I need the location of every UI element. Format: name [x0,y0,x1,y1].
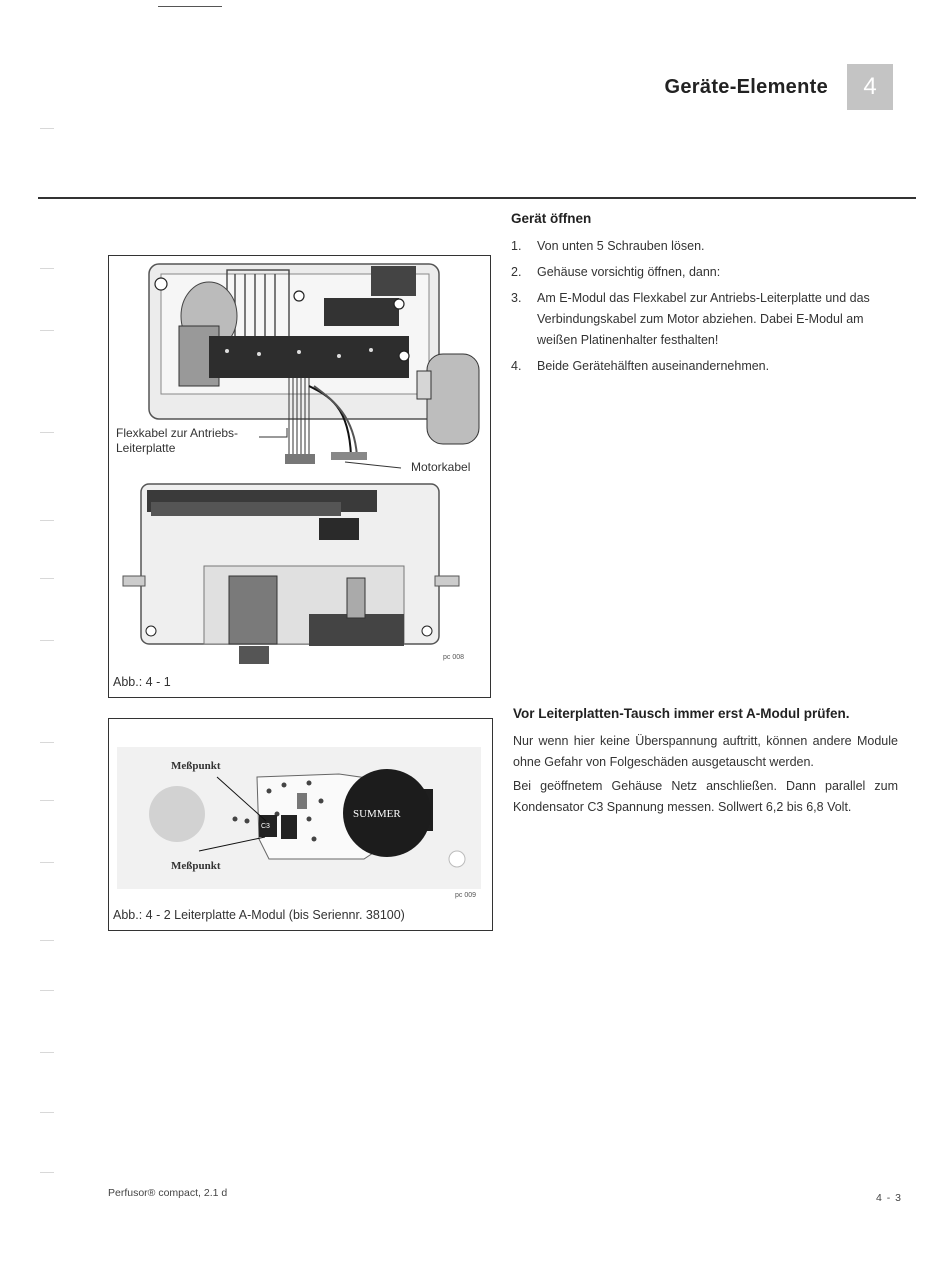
margin-mark [40,268,54,269]
check-module-paragraph: Nur wenn hier keine Überspannung auftritt, können andere Module ohne Gefahr von Folgeschäden ausgetauscht werden. [513,734,898,769]
step-item: 1. Von unten 5 Schrauben lösen. [511,239,705,253]
figure-device-open [108,255,491,698]
section-title: Geräte-Elemente [664,76,828,98]
figure-code: pc 008 [443,654,465,661]
margin-mark [40,742,54,743]
header-rule [38,197,916,199]
figure-caption: Abb.: 4 - 2 Leiterplatte A-Modul (bis Seriennr. 38100) [113,908,405,922]
margin-mark [40,128,54,129]
margin-mark [40,1172,54,1173]
step-item: 4. Beide Gerätehälften auseinandernehmen. [511,359,770,373]
label-summer: SUMMER [353,808,401,820]
figure-code: pc 009 [455,892,477,899]
margin-mark [40,862,54,863]
margin-mark [40,1112,54,1113]
step-item: 2. Gehäuse vorsichtig öffnen, dann: [511,265,721,279]
margin-mark [40,330,54,331]
footer-page-number: 4 - 3 [875,1192,902,1204]
label-messpunkt-top: Meßpunkt [171,760,221,772]
margin-mark [40,520,54,521]
margin-mark [40,432,54,433]
check-module-paragraph: Bei geöffnetem Gehäuse Netz anschließen. Dann parallel zum Kondensator C3 Spannung messen. Sollwert 6,2 bis 6,8 Volt. [513,779,898,814]
margin-mark [40,578,54,579]
chapter-number-badge: 4 [847,64,893,110]
open-device-heading: Gerät öffnen [511,211,592,226]
footer-product: Perfusor® compact, 2.1 d [108,1187,228,1199]
check-module-heading: Vor Leiterplatten-Tausch immer erst A-Modul prüfen. [513,706,850,721]
a-module-board-photo [109,719,491,929]
margin-mark [40,990,54,991]
callout-flexkabel: Flexkabel zur Antriebs- Leiterplatte [116,426,239,455]
open-device-steps [511,236,901,382]
step-item: 3. Am E-Modul das Flexkabel zur Antriebs-Leiterplatte und das Verbindungskabel zum Motor abziehen. Dabei E-Modul am weißen Platinenhalter festhalten! [511,291,870,347]
device-open-photo [109,256,489,696]
margin-mark [40,940,54,941]
margin-mark [40,800,54,801]
label-messpunkt-bottom: Meßpunkt [171,860,221,872]
figure-a-module-board [108,718,493,931]
figure-caption: Abb.: 4 - 1 [113,675,171,689]
label-c3: C3 [261,823,270,830]
scan-artifact-line [158,6,222,7]
margin-mark [40,640,54,641]
callout-motorkabel: Motorkabel [411,460,471,474]
margin-mark [40,1052,54,1053]
